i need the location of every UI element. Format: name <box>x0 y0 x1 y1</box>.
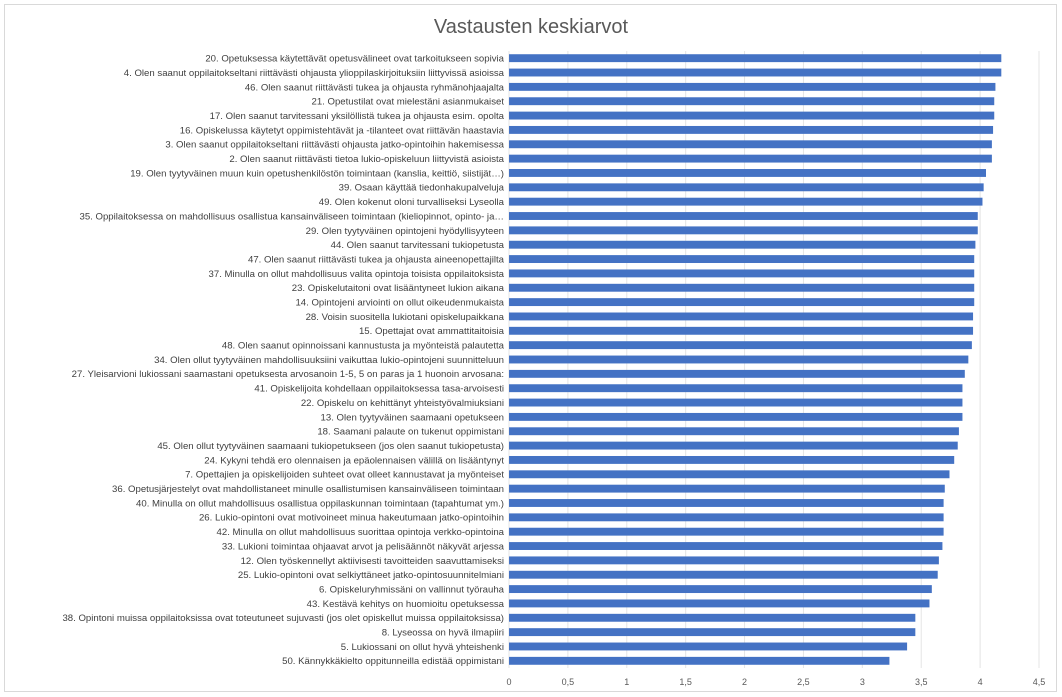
x-tick-label: 3 <box>859 677 865 687</box>
category-label: 19. Olen tyytyväinen muun kuin opetushenkilöstön toimintaan (kanslia, keittiö, siistijät…) <box>130 168 504 180</box>
category-label: 45. Olen ollut tyytyväinen saamaani tukiopetukseen (jos olen saanut tukiopetusta) <box>157 440 504 452</box>
category-label: 26. Lukio-opintoni ovat motivoineet minua hakeutumaan jatko-opintoihin <box>198 512 504 524</box>
bars <box>509 54 1001 665</box>
bar <box>509 140 992 148</box>
category-label: 35. Oppilaitoksessa on mahdollisuus osallistua kansainväliseen toimintaan (kieliopinnot, opinto- ja… <box>79 211 504 223</box>
x-tick-label: 2 <box>742 677 748 687</box>
bar <box>509 284 974 292</box>
x-tick-label: 1,5 <box>679 677 692 687</box>
bar <box>509 269 974 277</box>
bar <box>509 356 968 364</box>
category-label: 38. Opintoni muissa oppilaitoksissa ovat toteutuneet sujuvasti (jos olet opiskellut muissa oppilaitoksissa) <box>62 613 504 625</box>
category-label: 23. Opiskelutaitoni ovat lisääntyneet lukion aikana <box>291 283 504 295</box>
bar <box>509 556 939 564</box>
category-label: 15. Opettajat ovat ammattitaitoisia <box>358 326 504 338</box>
bar <box>509 155 992 163</box>
bar <box>509 499 944 507</box>
category-label: 14. Opintojeni arviointi on ollut oikeudenmukaista <box>295 297 504 309</box>
category-label: 34. Olen ollut tyytyväinen mahdollisuuksiini vaikuttaa lukio-opintojeni suunnitteluun <box>154 354 504 366</box>
category-label: 2. Olen saanut riittävästi tietoa lukio-opiskeluun liittyvistä asioista <box>229 154 504 166</box>
x-tick-label: 1 <box>624 677 630 687</box>
bar <box>509 427 959 435</box>
category-label: 44. Olen saanut tarvitessani tukiopetusta <box>330 240 504 252</box>
bar <box>509 485 945 493</box>
bar <box>509 470 949 478</box>
category-label: 46. Olen saanut riittävästi tukea ja ohjausta ryhmänohjaajalta <box>244 82 504 94</box>
category-label: 21. Opetustilat ovat mielestäni asianmukaiset <box>311 96 504 108</box>
bar <box>509 69 1001 77</box>
chart-title: Vastausten keskiarvot <box>433 16 629 38</box>
category-label: 41. Opiskelijoita kohdellaan oppilaitoksessa tasa-arvoisesti <box>254 383 504 395</box>
bar <box>509 628 915 636</box>
category-label: 18. Saamani palaute on tukenut oppimistani <box>317 426 504 438</box>
bar <box>509 599 929 607</box>
category-label: 42. Minulla on ollut mahdollisuus suorittaa opintoja verkko-opintoina <box>216 527 504 539</box>
bar <box>509 442 958 450</box>
x-tick-label: 4 <box>977 677 983 687</box>
category-label: 3. Olen saanut oppilaitokseltani riittävästi ohjausta jatko-opintoihin hakemisessa <box>165 139 504 151</box>
bar <box>509 542 942 550</box>
x-axis-ticks <box>506 677 1045 687</box>
category-label: 29. Olen tyytyväinen opintojeni hyödyllisyyteen <box>305 225 504 237</box>
category-label: 7. Opettajien ja opiskelijoiden suhteet ovat olleet kannustavat ja myönteiset <box>185 469 504 481</box>
category-label: 17. Olen saanut tarvitessani yksilöllistä tukea ja ohjausta esim. opolta <box>209 110 504 122</box>
bar <box>509 399 962 407</box>
category-label: 5. Lukiossani on ollut hyvä yhteishenki <box>340 641 504 653</box>
bar <box>509 513 944 521</box>
bar <box>509 643 907 651</box>
bar <box>509 241 975 249</box>
x-tick-label: 2,5 <box>797 677 810 687</box>
bar <box>509 112 994 120</box>
category-label: 39. Osaan käyttää tiedonhakupalveluja <box>338 182 504 194</box>
bar <box>509 657 889 665</box>
category-label: 8. Lyseossa on hyvä ilmapiiri <box>381 627 504 639</box>
bar <box>509 83 995 91</box>
category-label: 43. Kestävä kehitys on huomioitu opetuksessa <box>306 598 504 610</box>
category-label: 40. Minulla on ollut mahdollisuus osallistua oppilaskunnan toimintaan (tapahtumat ym.) <box>136 498 504 510</box>
bar <box>509 341 972 349</box>
category-label: 33. Lukioni toimintaa ohjaavat arvot ja pelisäännöt näkyvät arjessa <box>221 541 504 553</box>
bar <box>509 413 962 421</box>
category-label: 25. Lukio-opintoni ovat selkiyttäneet jatko-opintosuunnitelmiani <box>237 570 504 582</box>
bar <box>509 298 974 306</box>
category-label: 16. Opiskelussa käytetyt oppimistehtävät ja -tilanteet ovat riittävän haastavia <box>179 125 504 137</box>
x-tick-label: 3,5 <box>914 677 928 687</box>
bar <box>509 198 982 206</box>
category-label: 22. Opiskelu on kehittänyt yhteistyövalmiuksiani <box>300 397 504 409</box>
category-label: 36. Opetusjärjestelyt ovat mahdollistaneet minulle osallistumisen kansainväliseen toimintaan <box>112 484 504 496</box>
category-label: 12. Olen työskennellyt aktiivisesti tavoitteiden saavuttamiseksi <box>240 555 504 567</box>
bar <box>509 384 962 392</box>
x-tick-label: 0,5 <box>561 677 575 687</box>
category-label: 20. Opetuksessa käytettävät opetusvälineet ovat tarkoitukseen sopivia <box>205 53 504 65</box>
bar <box>509 183 984 191</box>
x-tick-label: 0 <box>506 677 512 687</box>
bar <box>509 614 915 622</box>
bar <box>509 54 1001 62</box>
bar <box>509 571 938 579</box>
category-label: 47. Olen saanut riittävästi tukea ja ohjausta aineenopettajilta <box>247 254 504 266</box>
category-label: 27. Yleisarvioni lukiossani saamastani opetuksesta arvosanoin 1-5, 5 on paras ja 1 huonoin arvosana: <box>71 369 504 381</box>
x-tick-label: 4,5 <box>1032 677 1046 687</box>
category-label: 49. Olen kokenut oloni turvalliseksi Lyseolla <box>318 197 504 209</box>
bar <box>509 169 986 177</box>
bar <box>509 528 944 536</box>
bar <box>509 97 994 105</box>
category-label: 24. Kykyni tehdä ero olennaisen ja epäolennaisen välillä on lisääntynyt <box>204 455 504 467</box>
bar <box>509 255 974 263</box>
category-labels <box>62 54 504 668</box>
category-label: 50. Kännykkäkielto oppitunneilla edistää oppimistani <box>282 656 504 668</box>
bar <box>509 226 978 234</box>
bar <box>509 313 973 321</box>
category-label: 37. Minulla on ollut mahdollisuus valita opintoja toisista oppilaitoksista <box>208 268 504 280</box>
category-label: 48. Olen saanut opinnoissani kannustusta ja myönteistä palautetta <box>221 340 504 352</box>
bar <box>509 126 993 134</box>
category-label: 13. Olen tyytyväinen saamaani opetukseen <box>320 412 504 424</box>
bar <box>509 212 978 220</box>
bar <box>509 370 965 378</box>
bar <box>509 456 954 464</box>
bar <box>509 585 932 593</box>
category-label: 6. Opiskeluryhmissäni on vallinnut työrauha <box>318 584 504 596</box>
bar <box>509 327 973 335</box>
category-label: 28. Voisin suositella lukiotani opiskelupaikkana <box>305 311 504 323</box>
category-label: 4. Olen saanut oppilaitokseltani riittävästi ohjausta ylioppilaskirjoituksiin liittyvissä asioissa <box>123 67 504 79</box>
